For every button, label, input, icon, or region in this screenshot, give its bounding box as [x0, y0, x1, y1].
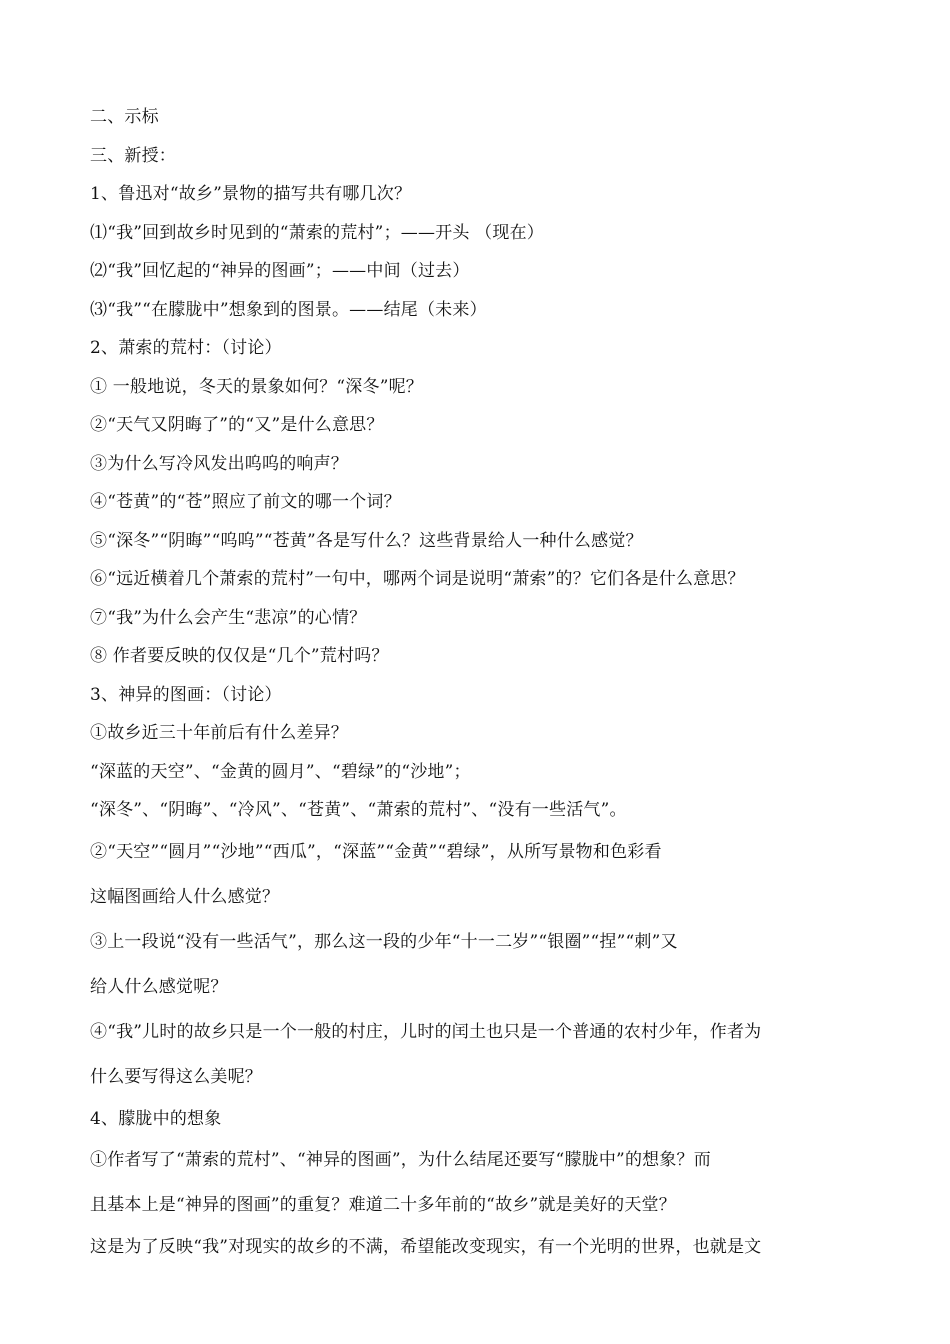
- list-item: ① 一般地说，冬天的景象如何？“深冬”呢？: [90, 376, 423, 397]
- answer-line: “深蓝的天空”、“金黄的圆月”、“碧绿”的“沙地”；: [90, 761, 471, 782]
- list-item: ⑴“我”回到故乡时见到的“萧索的荒村”；——开头 （现在）: [90, 222, 544, 243]
- list-item: ③为什么写冷风发出呜呜的响声？: [90, 453, 348, 474]
- subsection-heading: 3、神异的图画：（讨论）: [90, 684, 282, 705]
- paragraph-line: 且基本上是“神异的图画”的重复？难道二十多年前的“故乡”就是美好的天堂？: [90, 1195, 676, 1215]
- subsection-heading: 2、萧索的荒村：（讨论）: [90, 338, 282, 358]
- list-item: ⑶“我”“在朦胧中”想象到的图景。——结尾（未来）: [90, 299, 487, 320]
- paragraph-line: 给人什么感觉呢？: [90, 976, 228, 997]
- paragraph-line: 什么要写得这么美呢？: [90, 1066, 262, 1087]
- paragraph-line: ①作者写了“萧索的荒村”、“神异的图画”，为什么结尾还要写“朦胧中”的想象？而: [90, 1150, 711, 1170]
- list-item: ②“天气又阴晦了”的“又”是什么意思？: [90, 415, 384, 435]
- list-item: ⑤“深冬”“阴晦”“呜呜”“苍黄”各是写什么？这些背景给人一种什么感觉？: [90, 530, 643, 551]
- answer-line: “深冬”、“阴晦”、“冷风”、“苍黄”、“萧索的荒村”、“没有一些活气”。: [90, 800, 627, 820]
- list-item: ①故乡近三十年前后有什么差异？: [90, 723, 348, 743]
- list-item: ⑥“远近横着几个萧索的荒村”一句中，哪两个词是说明“萧索”的？它们各是什么意思？: [90, 569, 745, 589]
- question-1: 1、鲁迅对“故乡”景物的描写共有哪几次？: [90, 184, 412, 204]
- paragraph-line: 这是为了反映“我”对现实的故乡的不满，希望能改变现实，有一个光明的世界，也就是文: [90, 1237, 762, 1257]
- paragraph-line: ②“天空”“圆月”“沙地”“西瓜”，“深蓝”“金黄”“碧绿”，从所写景物和色彩看: [90, 841, 662, 862]
- section-heading-2: 二、示标: [90, 107, 159, 127]
- paragraph-line: 这幅图画给人什么感觉？: [90, 886, 280, 907]
- list-item: ④“苍黄”的“苍”照应了前文的哪一个词？: [90, 492, 401, 512]
- paragraph-line: ④“我”儿时的故乡只是一个一般的村庄，儿时的闰土也只是一个普通的农村少年，作者为: [90, 1021, 762, 1042]
- list-item: ⑧ 作者要反映的仅仅是“几个”荒村吗？: [90, 646, 389, 666]
- paragraph-line: ③上一段说“没有一些活气”，那么这一段的少年“十一二岁”“银圈”“捏”“刺”又: [90, 931, 678, 952]
- document-body: [90, 98, 860, 1267]
- list-item: ⑦“我”为什么会产生“悲凉”的心情？: [90, 607, 367, 628]
- section-heading-3: 三、新授：: [90, 145, 176, 166]
- subsection-heading: 4、朦胧中的想象: [90, 1108, 222, 1129]
- list-item: ⑵“我”回忆起的“神异的图画”；——中间（过去）: [90, 261, 470, 281]
